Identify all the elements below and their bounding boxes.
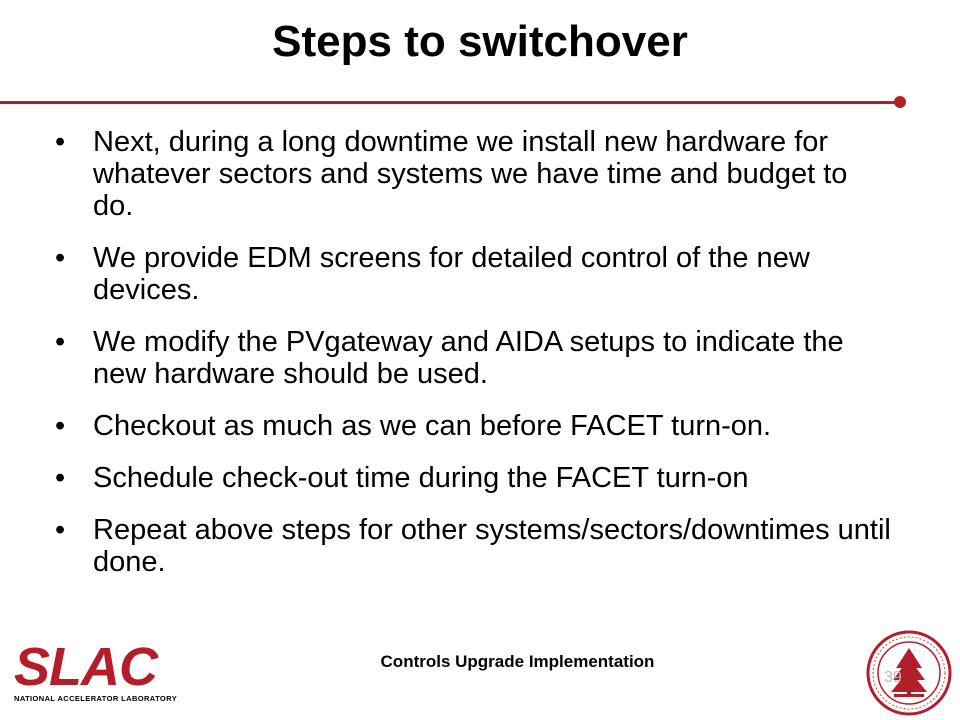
bullet-text: We provide EDM screens for detailed control of the new devices. <box>93 242 810 306</box>
bullet-mark: • <box>55 462 66 494</box>
stanford-seal-icon <box>866 630 952 716</box>
bullet-mark: • <box>55 126 66 158</box>
bullet-item <box>55 514 895 578</box>
slac-logo-subtitle: NATIONAL ACCELERATOR LABORATORY <box>14 694 178 703</box>
bullet-mark: • <box>55 410 66 442</box>
bullet-list <box>55 126 895 598</box>
title-divider-dot <box>894 96 906 108</box>
bullet-item <box>55 326 895 390</box>
bullet-mark: • <box>55 514 66 546</box>
bullet-mark: • <box>55 242 66 274</box>
bullet-text: Schedule check-out time during the FACET turn-on <box>93 462 749 494</box>
bullet-text: Checkout as much as we can before FACET turn-on. <box>93 410 772 442</box>
bullet-text: Repeat above steps for other systems/sectors/downtimes until done. <box>93 514 891 578</box>
bullet-text: We modify the PVgateway and AIDA setups to indicate the new hardware should be used. <box>93 326 844 390</box>
bullet-text: Next, during a long downtime we install new hardware for whatever sectors and systems we have time and budget to do. <box>93 126 848 222</box>
slac-logo-wordmark: SLAC <box>14 637 157 697</box>
bullet-item <box>55 410 895 442</box>
bullet-item <box>55 462 895 494</box>
page-number: 39 <box>884 669 902 686</box>
bullet-item <box>55 126 895 222</box>
slide-title: Steps to switchover <box>272 17 688 66</box>
title-divider <box>0 101 898 104</box>
bullet-mark: • <box>55 326 66 358</box>
bullet-item <box>55 242 895 306</box>
slide-footer: Controls Upgrade Implementation <box>380 652 655 671</box>
